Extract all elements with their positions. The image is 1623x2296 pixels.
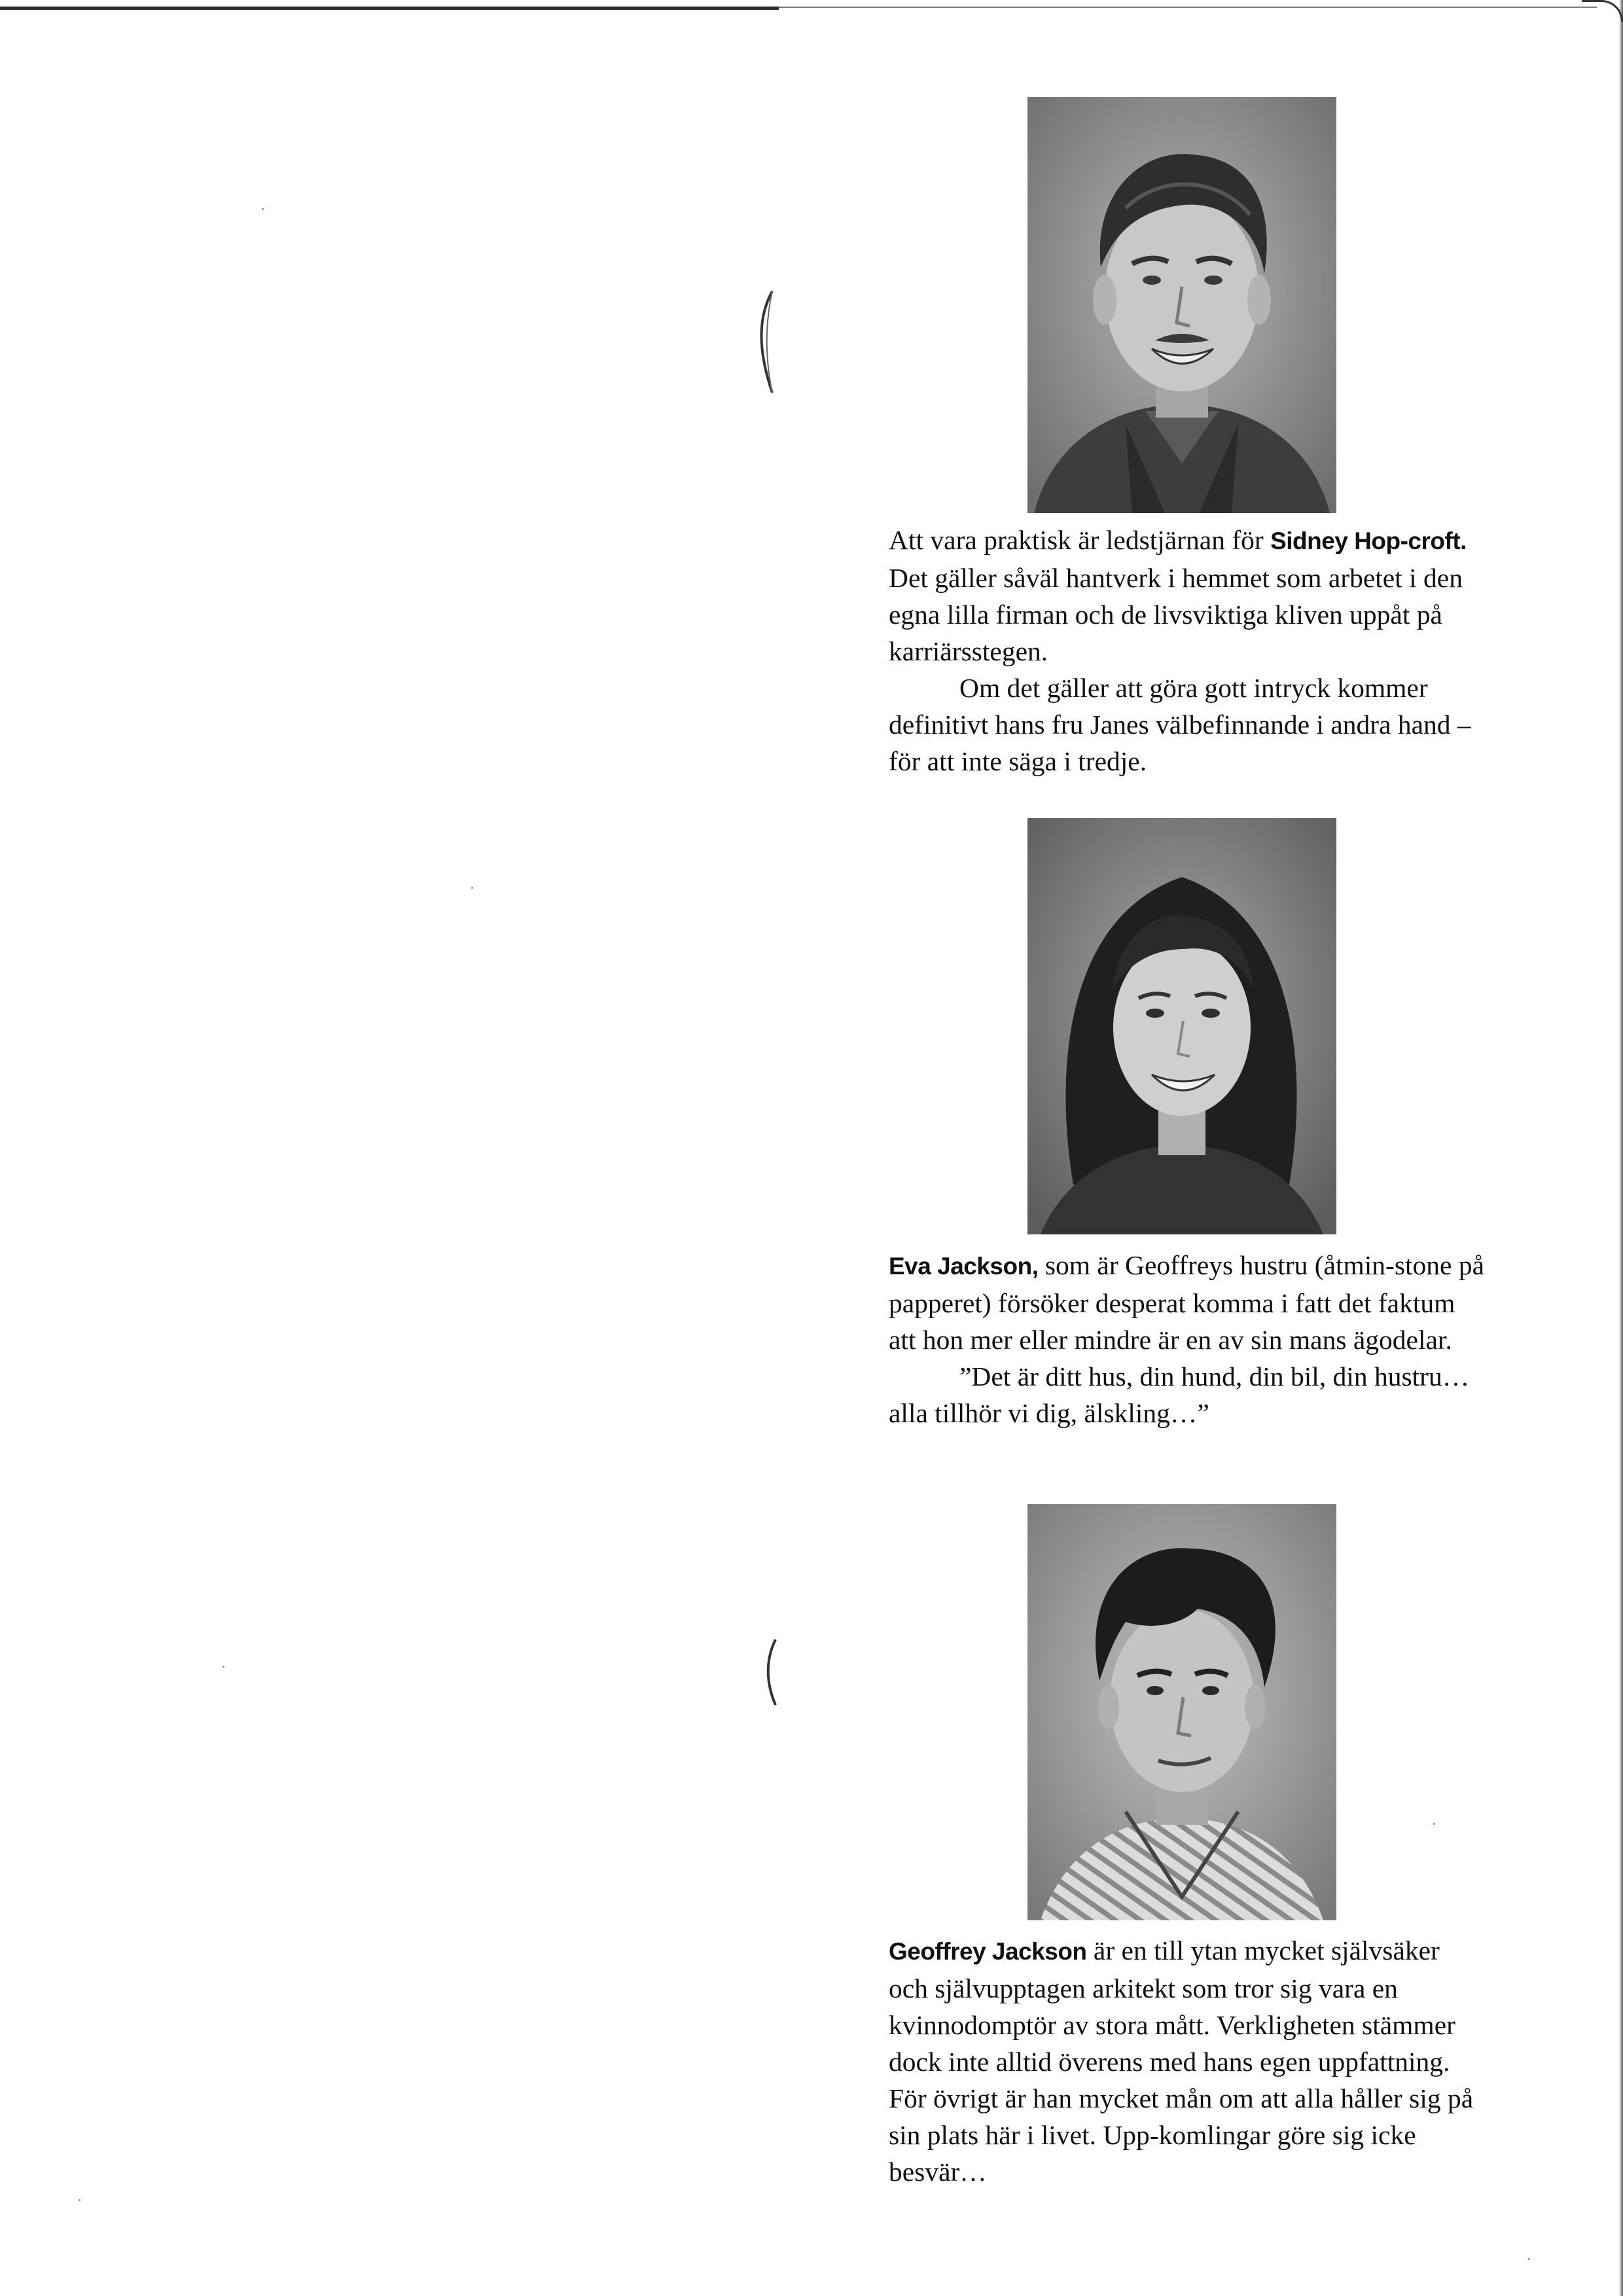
scan-speck [262,208,264,210]
binding-mark-upper [753,288,785,399]
character-name: Eva Jackson, [889,1253,1039,1280]
character-name: Geoffrey Jackson [889,1938,1087,1965]
page-right-edge [1619,0,1623,2296]
scan-speck [1528,2258,1530,2260]
caption-text: Det gäller såväl hantverk i hemmet som arbetet i den egna lilla firman och de livsviktiga kliven uppåt på karriärsstegen. [889,563,1463,666]
caption-eva-jackson [889,1247,1484,1431]
caption-text: är en till ytan mycket självsäker och självupptagen arkitekt som tror sig vara en kvinnodomptör av stora mått. Verkligheten stämmer dock inte alltid överens med hans egen uppfattning. För övrigt är han mycket mån om att alla håller sig på sin plats här i livet. Upp-komlingar göre sig icke besvär… [889,1935,1474,2187]
portrait-geoffrey-jackson [1027,1504,1336,1920]
page-top-edge [0,0,779,10]
character-name: Sidney Hop-croft. [1270,528,1467,554]
caption-paragraph-2: Om det gäller att göra gott intryck kommer definitivt hans fru Janes välbefinnande i andra hand – för att inte säga i tredje. [889,673,1471,776]
binding-mark-lower [759,1636,785,1708]
portrait-sidney-hopcroft [1027,97,1336,513]
caption-intro: Att vara praktisk är ledstjärnan för [889,525,1271,555]
scan-speck [79,2199,80,2201]
page-corner [1582,0,1623,22]
caption-paragraph [889,522,1484,670]
caption-paragraph [889,1247,1484,1358]
scan-speck [223,1666,224,1668]
scan-speck [471,887,473,889]
caption-paragraph [889,1932,1484,2190]
scan-speck [1433,1823,1435,1825]
caption-geoffrey-jackson [889,1932,1484,2190]
caption-paragraph-2: ”Det är ditt hus, din hund, din bil, din hustru… alla tillhör vi dig, älskling…” [889,1361,1470,1428]
portrait-eva-jackson [1027,818,1336,1234]
caption-sidney-hopcroft [889,522,1484,780]
page-top-edge-thin [779,7,1597,8]
caption-text: som är Geoffreys hustru (åtmin-stone på papperet) försöker desperat komma i fatt det faktum att hon mer eller mindre är en av sin mans ägodelar. [889,1250,1484,1355]
